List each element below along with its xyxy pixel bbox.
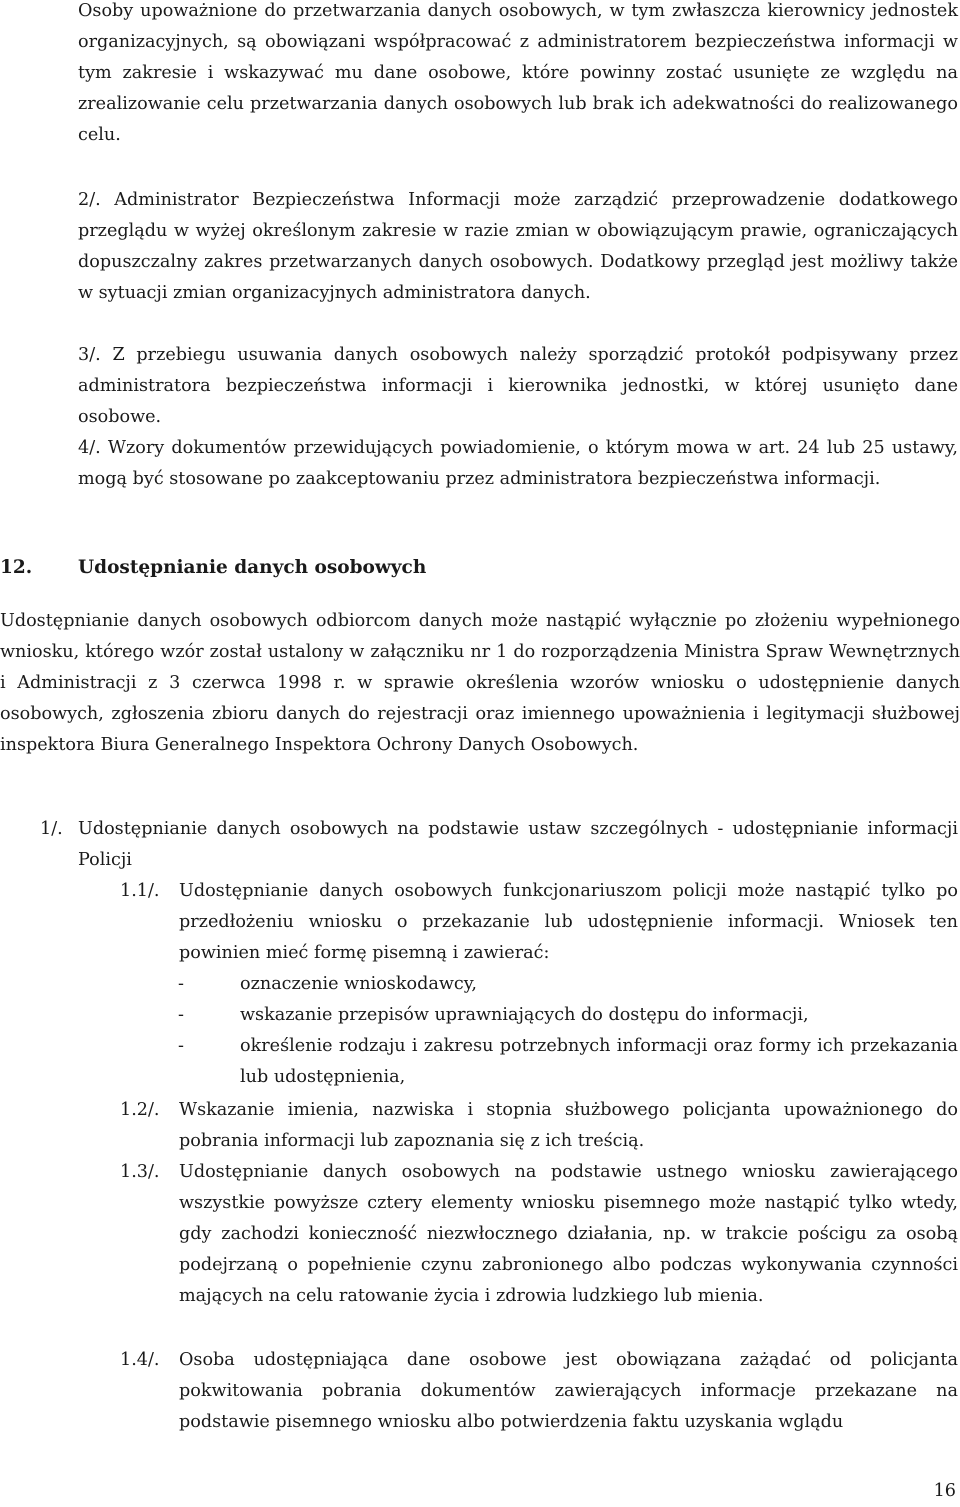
bullet-text: oznaczenie wnioskodawcy, bbox=[240, 974, 477, 994]
bullet-dash: - bbox=[178, 974, 184, 994]
subsection-text: Wskazanie imienia, nazwiska i stopnia służbowego policjanta upoważnionego do pobrania informacji lub zapoznania się z ich treścią. bbox=[179, 1100, 958, 1151]
subsection-1-2 bbox=[120, 1095, 958, 1157]
bullet-dash: - bbox=[178, 1036, 184, 1056]
section-paragraph: Udostępnianie danych osobowych odbiorcom danych może nastąpić wyłącznie po złożeniu wypełnionego wniosku, którego wzór został ustalony w załączniku nr 1 do rozporządzenia Ministra Spraw Wewnętrznych i Administracji z 3 czerwca 1998 r. w sprawie określenia wzorów wniosku o udostępnienie danych osobowych, zgłoszenia zbioru danych do rejestracji oraz imiennego upoważnienia i legitymacji służbowej inspektora Biura Generalnego Inspektora Ochrony Danych Osobowych. bbox=[0, 611, 960, 755]
subsection-text: Udostępnianie danych osobowych funkcjonariuszom policji może nastąpić tylko po przedłożeniu wniosku o przekazanie lub udostępnienie informacji. Wniosek ten powinien mieć formę pisemną i zawierać: bbox=[179, 881, 958, 963]
bullet-text: określenie rodzaju i zakresu potrzebnych informacji oraz formy ich przekazania lub udostępnienia, bbox=[240, 1036, 958, 1087]
list-item-number: 3/. bbox=[78, 345, 101, 365]
subsection-1 bbox=[40, 814, 958, 876]
subsection-1-4 bbox=[120, 1345, 958, 1438]
bullet-item bbox=[178, 969, 958, 1000]
list-item-text: Z przebiegu usuwania danych osobowych należy sporządzić protokół podpisywany przez administratora bezpieczeństwa informacji i kierownika jednostki, w której usunięto dane osobowe. bbox=[78, 345, 959, 427]
subsection-number: 1.2/. bbox=[120, 1100, 160, 1120]
bullet-dash: - bbox=[178, 1005, 184, 1025]
bullet-text: wskazanie przepisów uprawniających do dostępu do informacji, bbox=[240, 1005, 809, 1025]
list-item-number: 4/. bbox=[78, 438, 101, 458]
subsection-number: 1.4/. bbox=[120, 1350, 160, 1370]
subsection-text: Udostępnianie danych osobowych na podstawie ustaw szczególnych - udostępnianie informacji Policji bbox=[78, 819, 958, 870]
list-item-2 bbox=[78, 185, 958, 309]
section-heading bbox=[0, 552, 960, 583]
section-title: Udostępnianie danych osobowych bbox=[78, 557, 427, 578]
list-item-4 bbox=[78, 433, 958, 495]
subsection-text: Udostępnianie danych osobowych na podstawie ustnego wniosku zawierającego wszystkie powyższe cztery elementy wniosku pisemnego może nastąpić tylko wtedy, gdy zachodzi konieczność niezwłocznego działania, np. w trakcie pościgu za osobą podejrzaną o popełnienie czynu zabronionego albo podczas wykonywania czynności mających na celu ratowanie życia i zdrowia ludzkiego lub mienia. bbox=[179, 1162, 958, 1306]
intro-paragraph: Osoby upoważnione do przetwarzania danych osobowych, w tym zwłaszcza kierownicy jednostek organizacyjnych, są obowiązani współpracować z administratorem bezpieczeństwa informacji w tym zakresie i wskazywać mu dane osobowe, które powinny zostać usunięte ze względu na zrealizowanie celu przetwarzania danych osobowych lub brak ich adekwatności do realizowanego celu. bbox=[78, 1, 958, 145]
subsection-1-1 bbox=[120, 876, 958, 969]
list-item-text: Administrator Bezpieczeństwa Informacji może zarządzić przeprowadzenie dodatkowego przeglądu w wyżej określonym zakresie w razie zmian w obowiązującym prawie, ograniczających dopuszczalny zakres przetwarzanych danych osobowych. Dodatkowy przegląd jest możliwy także w sytuacji zmian organizacyjnych administratora danych. bbox=[78, 190, 959, 303]
subsection-1-3 bbox=[120, 1157, 958, 1312]
page-number: 16 bbox=[933, 1481, 956, 1501]
subsection-text: Osoba udostępniająca dane osobowe jest obowiązana zażądać od policjanta pokwitowania pobrania dokumentów zawierających informacje przekazane na podstawie pisemnego wniosku albo potwierdzenia faktu uzyskania wglądu bbox=[179, 1350, 958, 1432]
list-item-3 bbox=[78, 340, 958, 433]
list-item-number: 2/. bbox=[78, 190, 101, 210]
subsection-number: 1/. bbox=[40, 819, 63, 839]
section-number: 12. bbox=[0, 557, 33, 578]
bullet-item bbox=[178, 1000, 958, 1031]
requirements-list bbox=[178, 969, 958, 1093]
subsection-number: 1.1/. bbox=[120, 881, 160, 901]
subsection-number: 1.3/. bbox=[120, 1162, 160, 1182]
list-item-text: Wzory dokumentów przewidujących powiadomienie, o którym mowa w art. 24 lub 25 ustawy, mogą być stosowane po zaakceptowaniu przez administratora bezpieczeństwa informacji. bbox=[78, 438, 959, 489]
bullet-item bbox=[178, 1031, 958, 1093]
